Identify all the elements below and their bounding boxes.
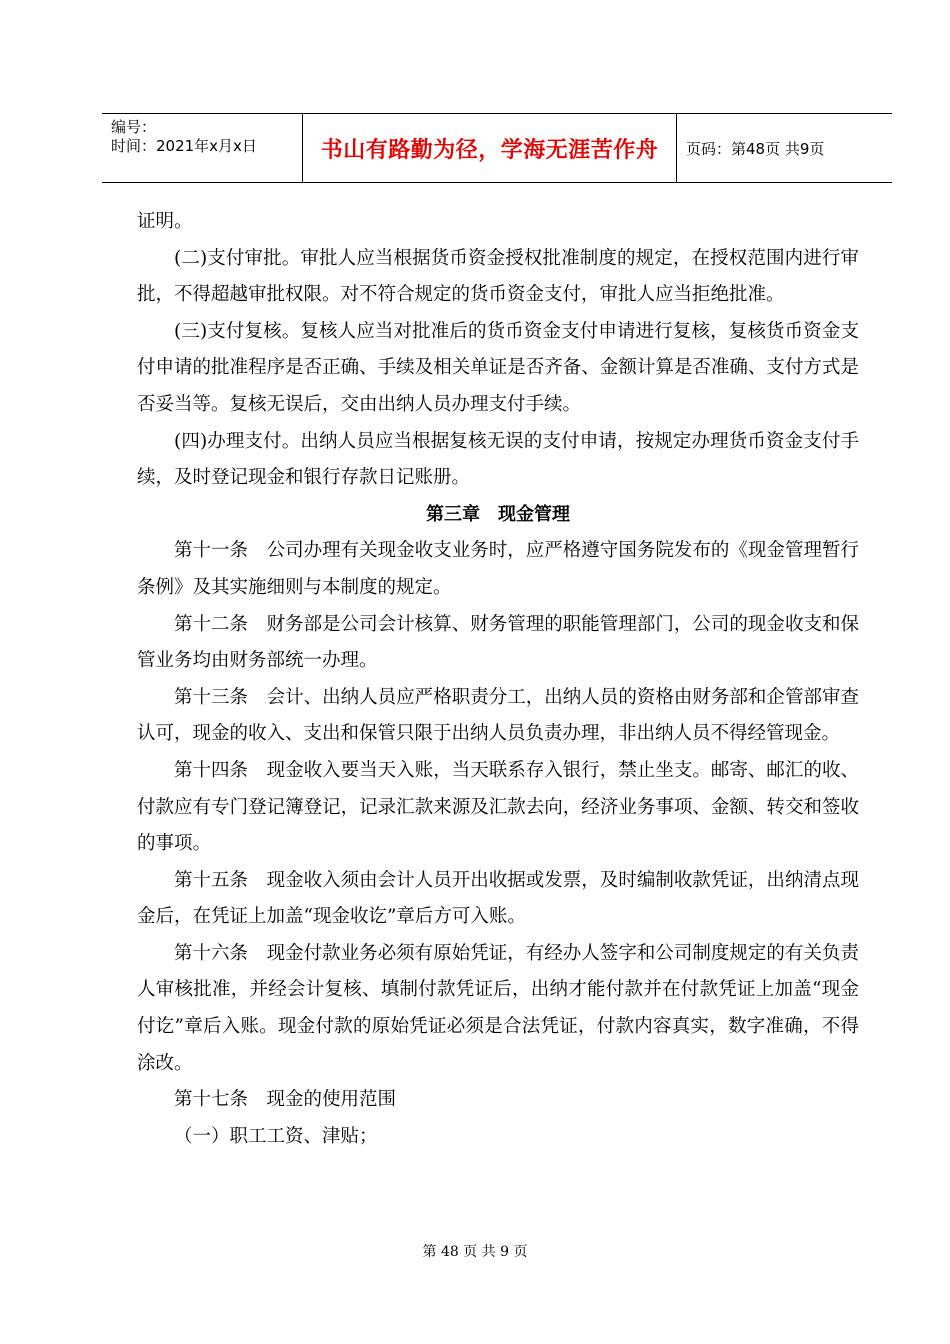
paragraph: 第十二条 财务部是公司会计核算、财务管理的职能管理部门，公司的现金收支和保管业务均由财务部统一办理。 xyxy=(137,613,859,672)
paragraph: 第十七条 现金的使用范围 xyxy=(174,1089,397,1111)
header-page-info: 页码：第48页 共9页 xyxy=(686,139,825,158)
chapter-heading: 第三章 现金管理 xyxy=(426,503,570,525)
paragraph: (二)支付审批。审批人应当根据货币资金授权批准制度的规定，在授权范围内进行审批，不得超越审批权限。对不符合规定的货币资金支付，审批人应当拒绝批准。 xyxy=(137,247,859,306)
paragraph: 第十一条 公司办理有关现金收支业务时，应严格遵守国务院发布的《现金管理暂行条例》及其实施细则与本制度的规定。 xyxy=(137,540,859,598)
page-header xyxy=(102,113,892,183)
paragraph: (三)支付复核。复核人应当对批准后的货币资金支付申请进行复核，复核货币资金支付申请的批准程序是否正确、手续及相关单证是否齐备、金额计算是否准确、支付方式是否妥当等。复核无误后，交由出纳人员办理支付手续。 xyxy=(137,320,859,415)
paragraph: (四)办理支付。出纳人员应当根据复核无误的支付申请，按规定办理货币资金支付手续，及时登记现金和银行存款日记账册。 xyxy=(137,430,859,489)
document-date: 时间：2021年x月x日 xyxy=(111,137,257,155)
paragraph: 第十六条 现金付款业务必须有原始凭证，有经办人签字和公司制度规定的有关负责人审核批准，并经会计复核、填制付款凭证后，出纳才能付款并在付款凭证上加盖“现金付讫”章后入账。现金付款的原始凭证必须是合法凭证，付款内容真实，数字准确，不得涂改。 xyxy=(137,942,859,1074)
paragraph: 第十三条 会计、出纳人员应严格职责分工，出纳人员的资格由财务部和企管部审查认可，现金的收入、支出和保管只限于出纳人员负责办理，非出纳人员不得经管现金。 xyxy=(137,686,859,745)
document-body xyxy=(137,204,859,1155)
document-number-label: 编号： xyxy=(111,118,157,136)
page-footer: 第 48 页 共 9 页 xyxy=(422,1244,528,1260)
header-motto: 书山有路勤为径，学海无涯苦作舟 xyxy=(320,137,659,163)
header-page-info-cell xyxy=(677,114,892,182)
paragraph: 证明。 xyxy=(137,211,193,232)
paragraph: 第十五条 现金收入须由会计人员开出收据或发票，及时编制收款凭证，出纳清点现金后，在凭证上加盖“现金收讫”章后方可入账。 xyxy=(137,869,859,928)
paragraph: 第十四条 现金收入要当天入账，当天联系存入银行，禁止坐支。邮寄、邮汇的收、付款应有专门登记簿登记，记录汇款来源及汇款去向，经济业务事项、金额、转交和签收的事项。 xyxy=(137,759,859,855)
paragraph: （一）职工工资、津贴； xyxy=(174,1125,378,1147)
header-motto-cell xyxy=(303,114,677,182)
header-meta xyxy=(102,114,303,182)
